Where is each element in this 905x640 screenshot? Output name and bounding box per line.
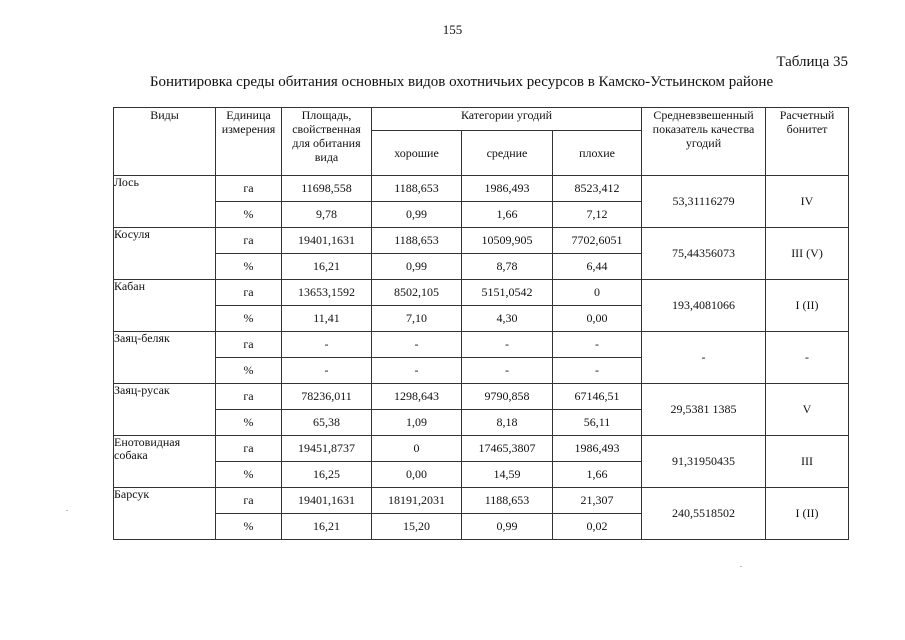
area-cell: 11,41 [282,306,372,332]
good-cell: 0,00 [372,462,462,488]
medium-cell: 8,18 [462,410,553,436]
bonitet-cell: III [766,436,849,488]
table-row [114,436,849,462]
table-row [114,332,849,358]
unit-cell: га [216,228,282,254]
unit-cell: га [216,436,282,462]
medium-cell: - [462,358,553,384]
medium-cell: 5151,0542 [462,280,553,306]
unit-cell: % [216,202,282,228]
poor-cell: 56,11 [553,410,642,436]
weighted-cell: 91,31950435 [642,436,766,488]
header-area: Площадь, свойственная для обитания вида [282,108,372,176]
area-cell: 19401,1631 [282,228,372,254]
unit-cell: га [216,280,282,306]
poor-cell: 67146,51 [553,384,642,410]
bonitet-cell: I (II) [766,280,849,332]
table-title: Бонитировка среды обитания основных видов охотничьих ресурсов в Камско-Устьинском районе [149,74,774,90]
bonitet-cell: V [766,384,849,436]
species-cell: Заяц-русак [114,384,216,436]
bonitet-table [113,107,849,540]
table-row [114,176,849,202]
scan-speck [740,566,742,567]
unit-cell: % [216,462,282,488]
unit-cell: га [216,332,282,358]
unit-cell: га [216,384,282,410]
medium-cell: 9790,858 [462,384,553,410]
scan-speck [66,510,68,511]
medium-cell: 1986,493 [462,176,553,202]
bonitet-cell: IV [766,176,849,228]
header-weighted: Средневзвешенный показатель качества угодий [642,108,766,176]
poor-cell: 21,307 [553,488,642,514]
header-unit: Единица измерения [216,108,282,176]
good-cell: 0,99 [372,202,462,228]
good-cell: 1298,643 [372,384,462,410]
poor-cell: 7702,6051 [553,228,642,254]
medium-cell: 10509,905 [462,228,553,254]
area-cell: 16,21 [282,514,372,540]
poor-cell: - [553,358,642,384]
header-species: Виды [114,108,216,176]
medium-cell: 8,78 [462,254,553,280]
poor-cell: 6,44 [553,254,642,280]
unit-cell: га [216,176,282,202]
unit-cell: га [216,488,282,514]
table-body [114,176,849,540]
species-cell: Кабан [114,280,216,332]
medium-cell: - [462,332,553,358]
good-cell: 7,10 [372,306,462,332]
good-cell: 0 [372,436,462,462]
poor-cell: 0,00 [553,306,642,332]
header-poor: плохие [553,131,642,176]
bonitet-cell: I (II) [766,488,849,540]
unit-cell: % [216,306,282,332]
bonitet-cell: III (V) [766,228,849,280]
table-row [114,384,849,410]
area-cell: 16,21 [282,254,372,280]
weighted-cell: 193,4081066 [642,280,766,332]
area-cell: 13653,1592 [282,280,372,306]
unit-cell: % [216,410,282,436]
good-cell: 0,99 [372,254,462,280]
table-row [114,228,849,254]
unit-cell: % [216,254,282,280]
species-cell: Лось [114,176,216,228]
area-cell: 19401,1631 [282,488,372,514]
medium-cell: 1188,653 [462,488,553,514]
species-cell: Барсук [114,488,216,540]
header-medium: средние [462,131,553,176]
medium-cell: 0,99 [462,514,553,540]
good-cell: 1188,653 [372,176,462,202]
table-row [114,488,849,514]
poor-cell: 8523,412 [553,176,642,202]
poor-cell: 0,02 [553,514,642,540]
good-cell: 1,09 [372,410,462,436]
weighted-cell: - [642,332,766,384]
poor-cell: - [553,332,642,358]
area-cell: 16,25 [282,462,372,488]
good-cell: - [372,332,462,358]
poor-cell: 7,12 [553,202,642,228]
area-cell: 9,78 [282,202,372,228]
medium-cell: 14,59 [462,462,553,488]
header-bonitet: Расчетный бонитет [766,108,849,176]
medium-cell: 4,30 [462,306,553,332]
poor-cell: 0 [553,280,642,306]
area-cell: 19451,8737 [282,436,372,462]
area-cell: 11698,558 [282,176,372,202]
area-cell: 65,38 [282,410,372,436]
good-cell: 8502,105 [372,280,462,306]
weighted-cell: 53,31116279 [642,176,766,228]
poor-cell: 1986,493 [553,436,642,462]
bonitet-cell: - [766,332,849,384]
unit-cell: % [216,358,282,384]
unit-cell: % [216,514,282,540]
area-cell: - [282,332,372,358]
table-row [114,280,849,306]
header-good: хорошие [372,131,462,176]
medium-cell: 1,66 [462,202,553,228]
medium-cell: 17465,3807 [462,436,553,462]
good-cell: 1188,653 [372,228,462,254]
weighted-cell: 29,5381 1385 [642,384,766,436]
area-cell: - [282,358,372,384]
poor-cell: 1,66 [553,462,642,488]
area-cell: 78236,011 [282,384,372,410]
table-label: Таблица 35 [776,54,848,70]
good-cell: - [372,358,462,384]
header-categories: Категории угодий [372,108,642,131]
good-cell: 15,20 [372,514,462,540]
good-cell: 18191,2031 [372,488,462,514]
weighted-cell: 75,44356073 [642,228,766,280]
page-number: 155 [442,22,463,37]
species-cell: Заяц-беляк [114,332,216,384]
weighted-cell: 240,5518502 [642,488,766,540]
species-cell: Енотовидная собака [114,436,216,488]
species-cell: Косуля [114,228,216,280]
